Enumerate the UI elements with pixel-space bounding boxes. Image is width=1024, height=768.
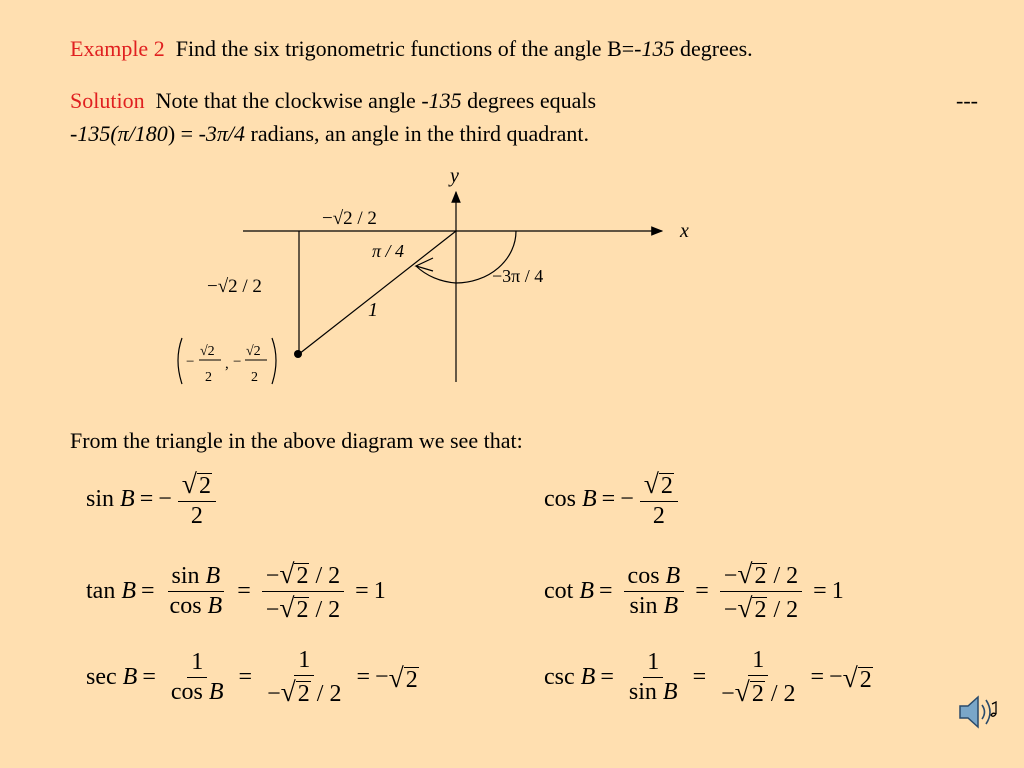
cot-formula: cot B = $\frac{\text{cos B}}{\text{sin B}}$ = $\frac{-√2 / 2}{-√2 / 2}$ = 1 xyxy=(544,558,844,624)
sin-formula: sin B = − $\frac{√2}{2}$ xyxy=(86,470,222,529)
solution-rest: radians, an angle in the third quadrant. xyxy=(245,121,589,146)
example-angle: 135 xyxy=(641,36,675,61)
conversion-result: -3π/4 xyxy=(198,121,246,146)
solution-label: Solution xyxy=(70,88,145,113)
x-label: x xyxy=(680,220,689,242)
sec-formula: sec B = $\frac{1}{\text{cos B}}$ = $\frac{1}{-√2 / 2}$ = − √2 xyxy=(86,647,418,708)
terminal-point xyxy=(294,350,302,358)
pi-over-4-label: π / 4 xyxy=(372,241,405,261)
svg-text:2: 2 xyxy=(205,370,212,385)
example-text: Find the six trigonometric functions of the angle B=- xyxy=(175,36,642,61)
svg-text:−: − xyxy=(186,354,195,370)
cos-formula: cos B = − $\frac{√2}{2}$ xyxy=(544,470,684,529)
point-coordinates xyxy=(178,338,276,385)
left-label: −√2 / 2 xyxy=(207,276,262,297)
solution-text-a: Note that the clockwise angle - xyxy=(155,88,429,113)
solution-dash: --- xyxy=(956,88,978,113)
top-label: −√2 / 2 xyxy=(322,208,377,229)
solution-angle: 135 xyxy=(428,88,462,113)
y-label: y xyxy=(450,165,459,187)
svg-text:√2: √2 xyxy=(200,344,215,359)
solution-line-2: -135(π/180) = -3π/4 radians, an angle in the third quadrant. xyxy=(70,121,589,146)
svg-text:√2: √2 xyxy=(246,344,261,359)
svg-text:−: − xyxy=(233,354,242,370)
tan-formula: tan B = $\frac{\text{sin B}}{\text{cos B}}$ = $\frac{-√2 / 2}{-√2 / 2}$ = 1 xyxy=(86,558,386,624)
example-text-after: degrees. xyxy=(674,36,753,61)
svg-text:2: 2 xyxy=(251,370,258,385)
example-label: Example 2 xyxy=(70,36,165,61)
solution-text-b: degrees equals xyxy=(461,88,597,113)
conversion-expr: -135(π/180 xyxy=(70,121,168,146)
speaker-icon[interactable] xyxy=(956,690,1002,734)
csc-formula: csc B = $\frac{1}{\text{sin B}}$ = $\frac{1}{-√2 / 2}$ = − √2 xyxy=(544,647,872,708)
hypotenuse-label: 1 xyxy=(368,299,378,321)
intro-text: From the triangle in the above diagram we see that: xyxy=(70,428,523,453)
minus-3pi-over-4-label: −3π / 4 xyxy=(492,266,544,286)
svg-text:,: , xyxy=(225,356,229,372)
